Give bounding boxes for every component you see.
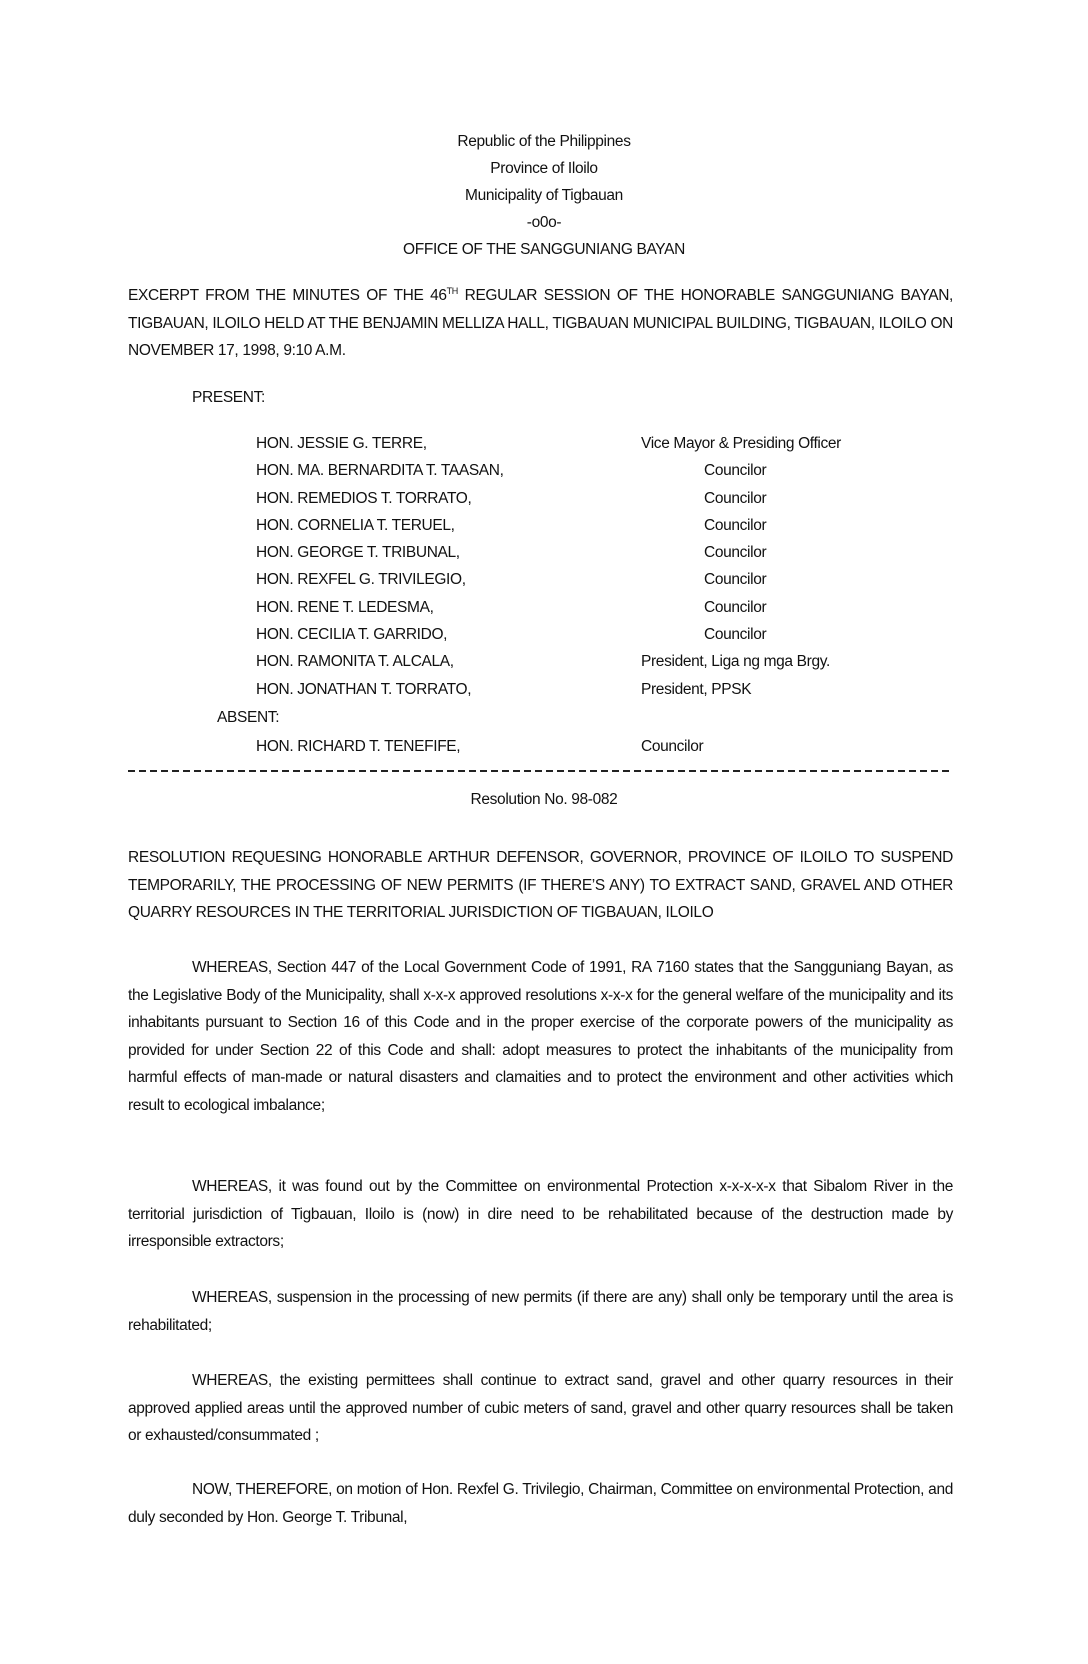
header-province: Province of Iloilo: [490, 160, 598, 177]
attendee-name: HON. JESSIE G. TERRE,: [256, 435, 427, 452]
header-office: OFFICE OF THE SANGGUNIANG BAYAN: [403, 241, 685, 258]
paragraph-text: WHEREAS, the existing permittees shall continue to extract sand, gravel and other quarry resources in their approved applied areas until the approved number of cubic meters of sand, gravel and other quarry resources shall be taken or exhausted/consummated ;: [128, 1372, 953, 1444]
attendee-role: Vice Mayor & Presiding Officer: [641, 435, 841, 452]
whereas-paragraph-3: [128, 1284, 953, 1339]
attendee-role: Councilor: [704, 544, 767, 562]
attendee-role: Councilor: [704, 626, 767, 644]
absent-label: ABSENT:: [217, 709, 280, 726]
attendee-row: [256, 594, 956, 621]
excerpt-text-start: EXCERPT FROM THE MINUTES OF THE 46: [128, 287, 447, 304]
attendee-name: HON. REXFEL G. TRIVILEGIO,: [256, 571, 466, 589]
attendee-name: HON. MA. BERNARDITA T. TAASAN,: [256, 462, 504, 480]
paragraph-text: WHEREAS, Section 447 of the Local Government Code of 1991, RA 7160 states that the Sangguniang Bayan, as the Legislative Body of the Municipality, shall x-x-x approved resolutions x-x-x for the general welfare of the municipality and its inhabitants pursuant to Section 16 of this Code and in the proper exercise of the corporate powers of the municipality as provided for under Section 22 of this Code and shall: adopt measures to protect the inhabitants of the municipality from harmful effects of man-made or natural disasters and clamaities and to protect the environment and other activities which result to ecological imbalance;: [128, 959, 953, 1114]
attendee-row: [256, 566, 956, 593]
excerpt-text-end: REGULAR SESSION OF THE HONORABLE SANGGUNIANG BAYAN, TIGBAUAN, ILOILO HELD AT THE BENJAMIN MELLIZA HALL, TIGBAUAN MUNICIPAL BUILDING, TIGBAUAN, ILOILO ON NOVEMBER 17, 1998, 9:10 A.M.: [128, 287, 954, 359]
attendee-name: HON. JONATHAN T. TORRATO,: [256, 680, 472, 698]
attendee-row: [256, 539, 956, 566]
absent-roster: [256, 733, 956, 760]
attendee-role: Councilor: [704, 516, 767, 534]
present-label: PRESENT:: [192, 389, 265, 406]
attendee-row: [256, 676, 956, 703]
attendee-name: HON. REMEDIOS T. TORRATO,: [256, 489, 472, 507]
attendee-row: [256, 621, 956, 648]
absentee-row: [256, 733, 956, 760]
resolution-title: RESOLUTION REQUESING HONORABLE ARTHUR DEFENSOR, GOVERNOR, PROVINCE OF ILOILO TO SUSPEND TEMPORARILY, THE PROCESSING OF NEW PERMITS (IF THERE’S ANY) TO EXTRACT SAND, GRAVEL AND OTHER QUARRY RESOURCES IN THE TERRITORIAL JURISDICTION OF TIGBAUAN, ILOILO: [128, 849, 953, 921]
attendee-role: Councilor: [704, 598, 767, 616]
attendee-role: Councilor: [704, 571, 767, 589]
present-roster: [256, 430, 956, 703]
paragraph-text: WHEREAS, it was found out by the Committee on environmental Protection x-x-x-x-x that Sibalom River in the territorial jurisdiction of Tigbauan, Iloilo is (now) in dire need to be rehabilitated because of the destruction made by irresponsible extractors;: [128, 1178, 953, 1250]
paragraph-text: NOW, THEREFORE, on motion of Hon. Rexfel G. Trivilegio, Chairman, Committee on environmental Protection, and duly seconded by Hon. George T. Tribunal,: [128, 1481, 953, 1526]
attendee-name: HON. CORNELIA T. TERUEL,: [256, 516, 455, 534]
attendee-row: [256, 485, 956, 512]
whereas-paragraph-2: [128, 1173, 953, 1256]
header-separator: -o0o-: [526, 214, 562, 231]
attendee-name: HON. CECILIA T. GARRIDO,: [256, 626, 448, 644]
attendee-row: [256, 457, 956, 484]
dashed-divider: [128, 770, 953, 772]
attendee-row: [256, 430, 956, 457]
absentee-role: Councilor: [641, 738, 704, 755]
ordinal-suffix: TH: [446, 286, 458, 296]
resolution-number: Resolution No. 98-082: [470, 791, 618, 808]
attendee-name: HON. GEORGE T. TRIBUNAL,: [256, 544, 460, 562]
excerpt-heading: [128, 282, 953, 365]
attendee-role: Councilor: [704, 489, 767, 507]
paragraph-text: WHEREAS, suspension in the processing of new permits (if there are any) shall only be temporary until the area is rehabilitated;: [128, 1289, 953, 1334]
attendee-row: [256, 512, 956, 539]
attendee-row: [256, 648, 956, 675]
attendee-role: President, Liga ng mga Brgy.: [641, 653, 830, 671]
header-country: Republic of the Philippines: [457, 133, 631, 150]
attendee-role: Councilor: [704, 462, 767, 480]
header-municipality: Municipality of Tigbauan: [465, 187, 623, 204]
whereas-paragraph-1: [128, 954, 953, 1119]
attendee-name: HON. RAMONITA T. ALCALA,: [256, 653, 454, 671]
attendee-name: HON. RENE T. LEDESMA,: [256, 598, 434, 616]
attendee-role: President, PPSK: [641, 680, 752, 698]
whereas-paragraph-4: [128, 1367, 953, 1450]
absentee-name: HON. RICHARD T. TENEFIFE,: [256, 738, 461, 755]
now-therefore-paragraph: [128, 1476, 953, 1531]
letterhead: [0, 128, 1088, 263]
